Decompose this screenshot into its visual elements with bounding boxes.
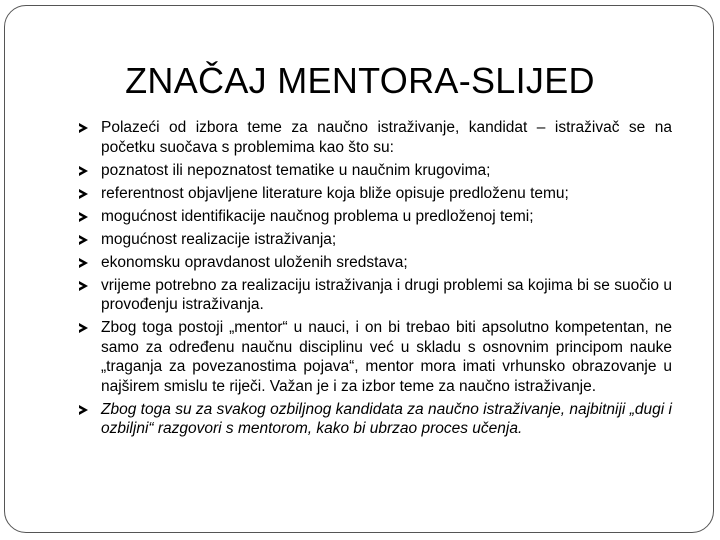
- bullet-item-italic: [78, 400, 672, 439]
- arrow-bullet-icon: [79, 123, 88, 133]
- slide-title: ZNAČAJ MENTORA-SLIJED: [125, 60, 595, 101]
- arrow-bullet-icon: [79, 258, 88, 268]
- bullet-list: [78, 118, 672, 442]
- bullet-text: vrijeme potrebno za realizaciju istraživanja i drugi problemi sa kojima bi se suočio u provođenju istraživanja.: [101, 276, 672, 313]
- bullet-item: [78, 207, 672, 227]
- bullet-item: [78, 230, 672, 250]
- bullet-item: [78, 318, 672, 396]
- bullet-text: referentnost objavljene literature koja bliže opisuje predloženu temu;: [101, 184, 569, 202]
- arrow-bullet-icon: [79, 323, 88, 333]
- arrow-bullet-icon: [79, 281, 88, 291]
- arrow-bullet-icon: [79, 405, 88, 415]
- bullet-item: [78, 276, 672, 315]
- bullet-text: mogućnost realizacije istraživanja;: [101, 230, 337, 248]
- bullet-item: [78, 161, 672, 181]
- arrow-bullet-icon: [79, 235, 88, 245]
- bullet-text: Polazeći od izbora teme za naučno istraživanje, kandidat – istraživač se na početku suočava s problemima kao što su:: [101, 119, 672, 156]
- bullet-item: [78, 118, 672, 157]
- arrow-bullet-icon: [79, 166, 88, 176]
- bullet-text: mogućnost identifikacije naučnog problema u predloženoj temi;: [101, 207, 534, 225]
- bullet-item: [78, 184, 672, 204]
- bullet-item: [78, 253, 672, 273]
- bullet-text: Zbog toga su za svakog ozbiljnog kandidata za naučno istraživanje, najbitniji „dugi i ozbiljni“ razgovori s mentorom, kako bi ubrzao proces učenja.: [101, 400, 672, 437]
- arrow-bullet-icon: [79, 189, 88, 199]
- bullet-text: Zbog toga postoji „mentor“ u nauci, i on bi trebao biti apsolutno kompetentan, ne samo za određenu naučnu disciplinu već u skladu s osnovnim principom nauke „traganja za povezanostima pojava“, mentor mora imati vrhunsko obrazovanje u najširem smislu te riječi. Važan je i za izbor teme za naučno istraživanje.: [101, 319, 672, 395]
- arrow-bullet-icon: [79, 212, 88, 222]
- bullet-text: ekonomsku opravdanost uloženih sredstava;: [101, 253, 408, 271]
- bullet-text: poznatost ili nepoznatost tematike u naučnim krugovima;: [101, 161, 491, 179]
